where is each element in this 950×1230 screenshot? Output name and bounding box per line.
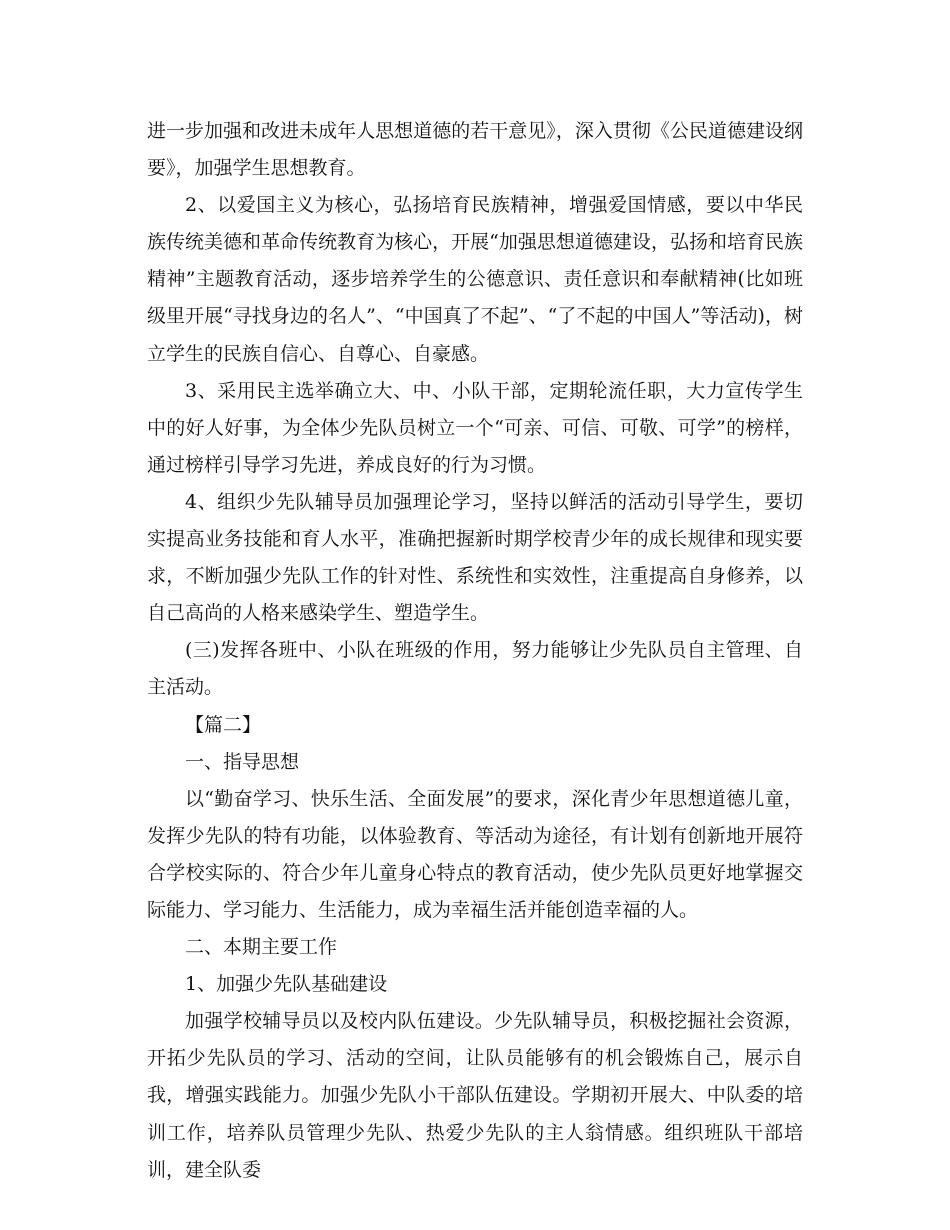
document-page: [147, 113, 803, 1189]
section-heading-main-work: 二、本期主要工作: [185, 936, 338, 959]
paragraph-item-3: 3、采用民主选举确立大、中、小队干部，定期轮流任职，大力宣传学生中的好人好事，为全体少先队员树立一个“可亲、可信、可敬、可学”的榜样，通过榜样引导学习先进，养成良好的行为习惯。: [147, 379, 803, 476]
paragraph-guiding-thought: 以“勤奋学习、快乐生活、全面发展”的要求，深化青少年思想道德儿童，发挥少先队的特有功能，以体验教育、等活动为途径，有计划有创新地开展符合学校实际的、符合少年儿童身心特点的教育活动，使少先队员更好地掌握交际能力、学习能力、生活能力，成为幸福生活并能创造幸福的人。: [147, 787, 803, 921]
part-heading: 【篇二】: [185, 713, 262, 736]
paragraph-section-3: (三)发挥各班中、小队在班级的作用，努力能够让少先队员自主管理、自主活动。: [147, 639, 803, 699]
paragraph-foundation: 加强学校辅导员以及校内队伍建设。少先队辅导员，积极挖掘社会资源，开拓少先队员的学习、活动的空间，让队员能够有的机会锻炼自己，展示自我，增强实践能力。加强少先队小干部队伍建设。学期初开展大、中队委的培训工作，培养队员管理少先队、热爱少先队的主人翁情感。组织班队干部培训，建全队委: [147, 1010, 803, 1181]
subheading-foundation: 1、加强少先队基础建设: [185, 973, 388, 996]
paragraph-item-4: 4、组织少先队辅导员加强理论学习，坚持以鲜活的活动引导学生，要切实提高业务技能和育人水平，准确把握新时期学校青少年的成长规律和现实要求，不断加强少先队工作的针对性、系统性和实效性，注重提高自身修养，以自己高尚的人格来感染学生、塑造学生。: [147, 490, 803, 625]
paragraph-continuation: 进一步加强和改进未成年人思想道德的若干意见》，深入贯彻《公民道德建设纲要》，加强学生思想教育。: [147, 120, 803, 180]
section-heading-guiding-thought: 一、指导思想: [185, 750, 300, 773]
paragraph-item-2: 2、以爱国主义为核心，弘扬培育民族精神，增强爱国情感，要以中华民族传统美德和革命传统教育为核心，开展“加强思想道德建设，弘扬和培育民族精神”主题教育活动，逐步培养学生的公德意识、责任意识和奉献精神(比如班级里开展“寻找身边的名人”、“中国真了不起”、“了不起的中国人”等活动)，树立学生的民族自信心、自尊心、自豪感。: [147, 194, 803, 365]
